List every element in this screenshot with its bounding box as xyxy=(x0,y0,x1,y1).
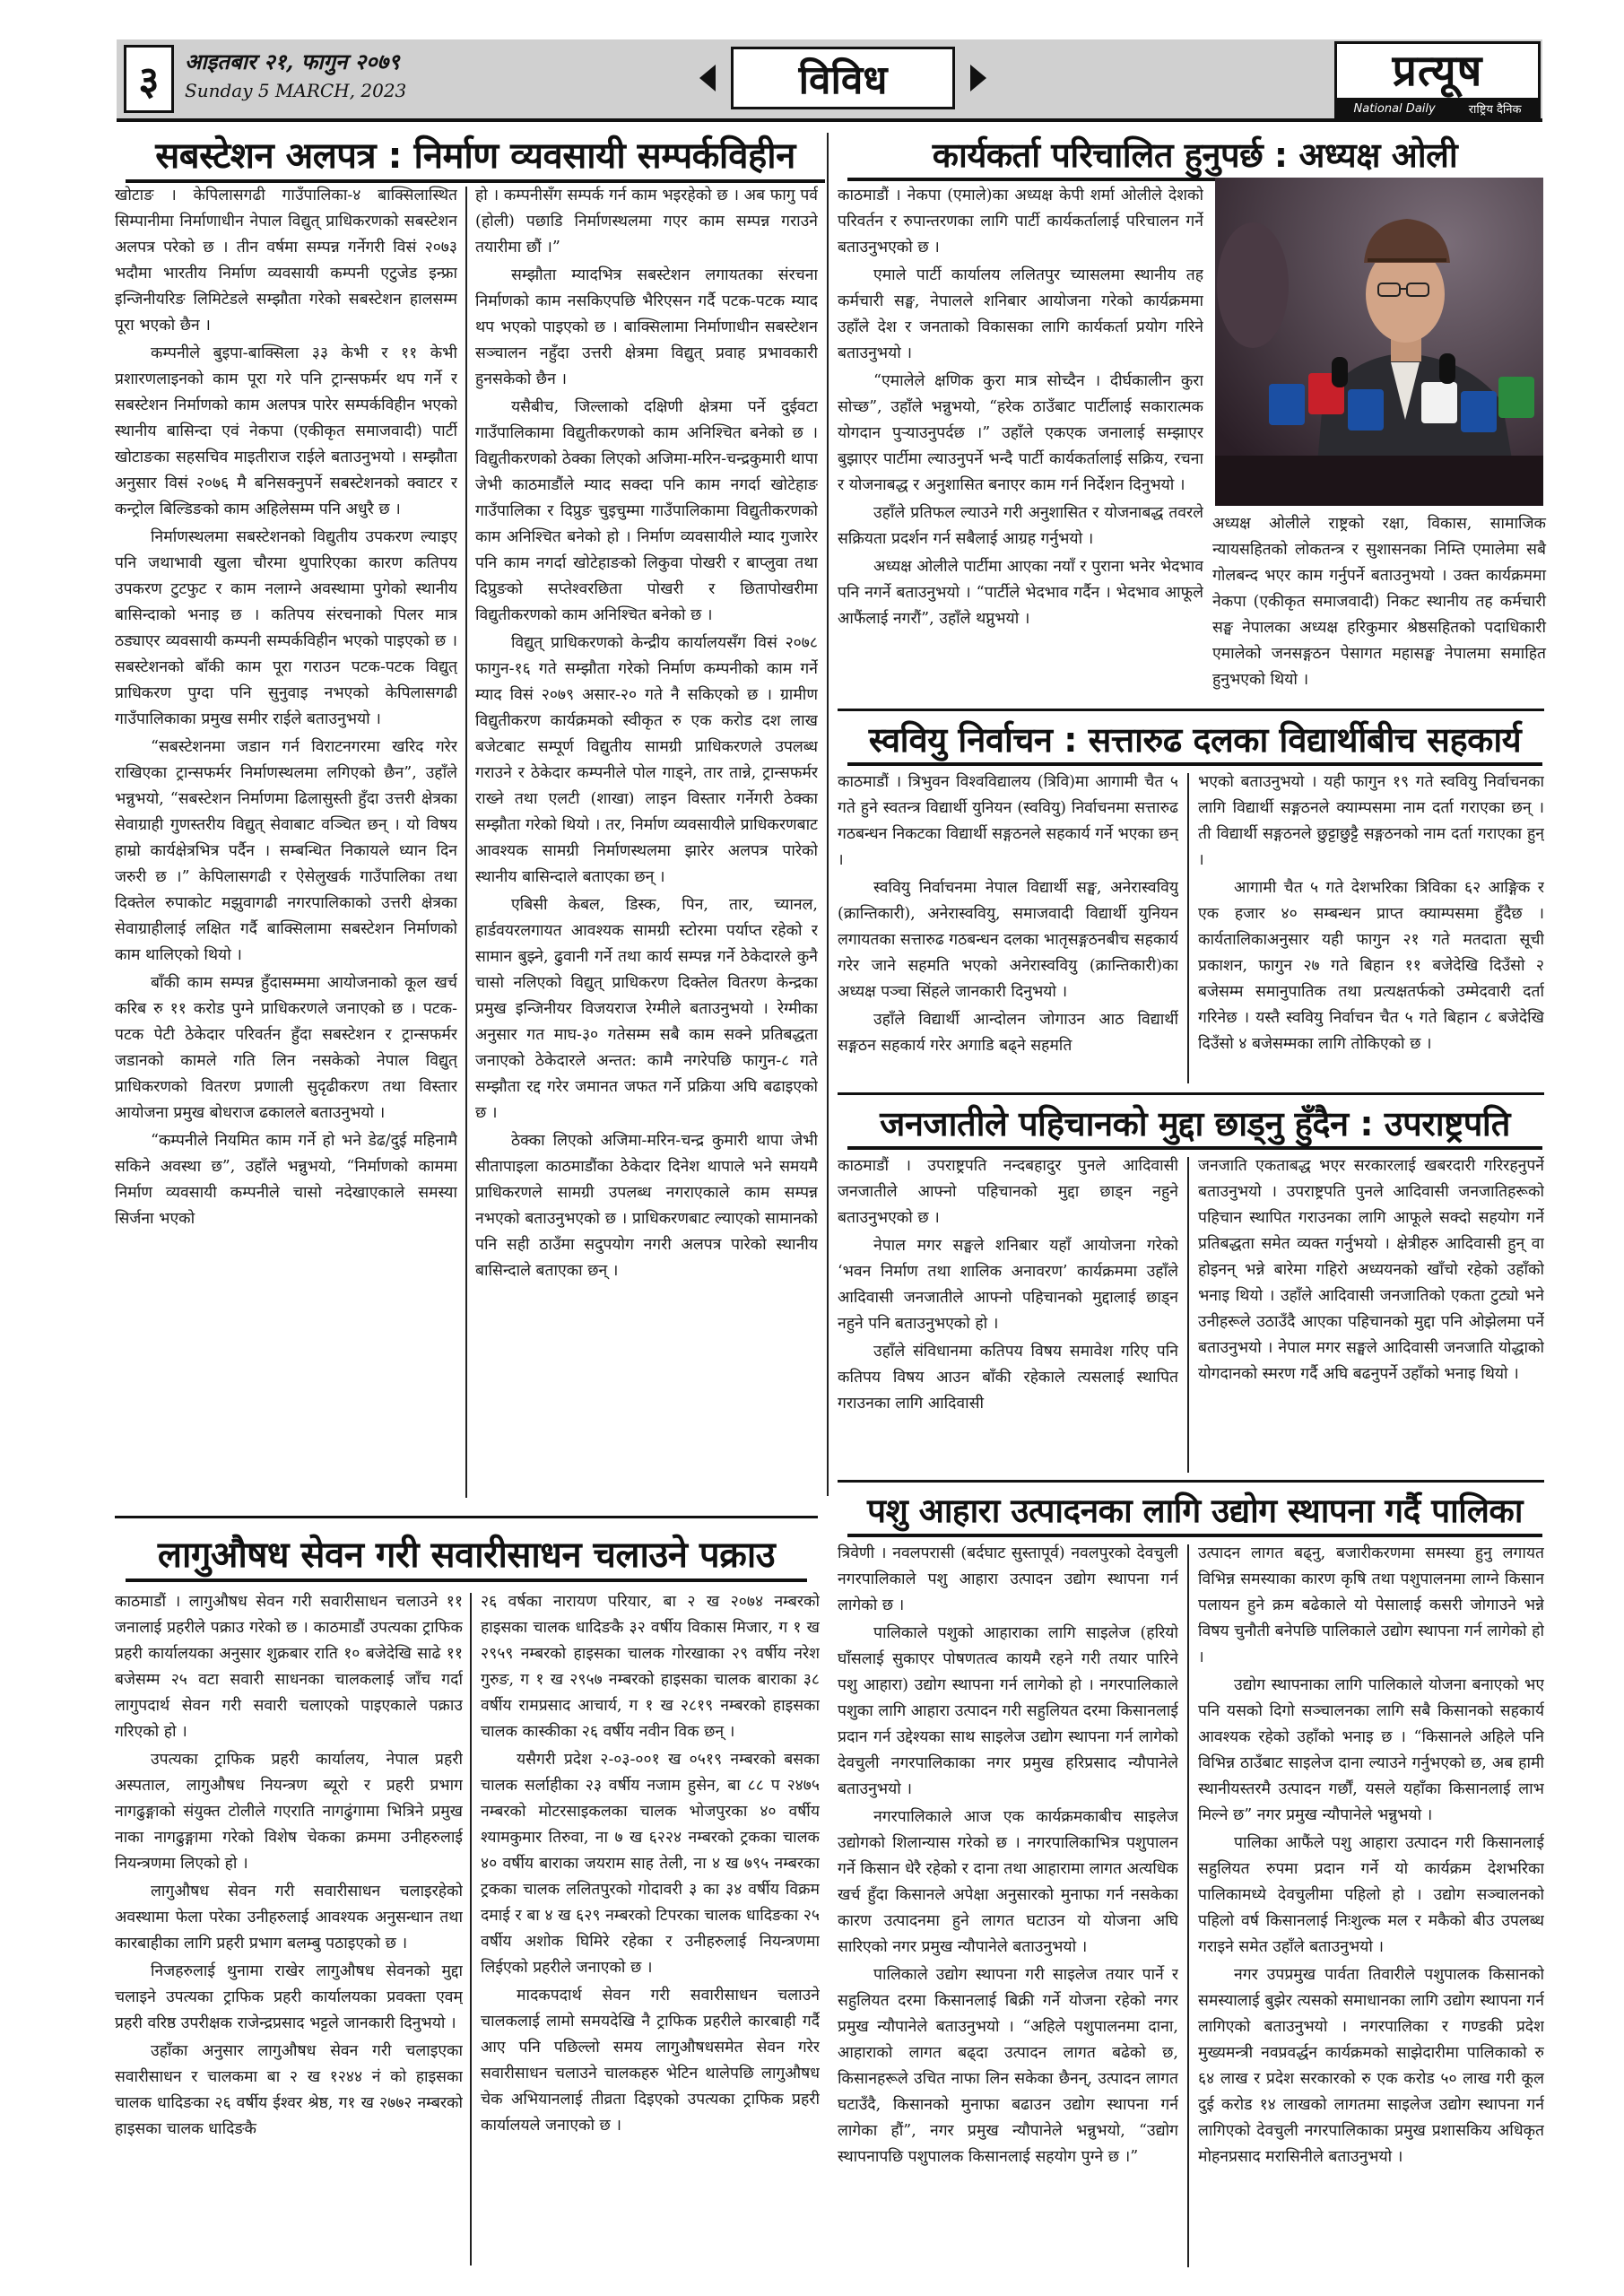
section-label xyxy=(699,47,986,109)
paragraph: पालिकाले पशुको आहाराका लागि साइलेज (हरियो घाँसलाई सुकाएर पोषणतत्व कायमै रहने गरी तयार पारिने पशु आहारा) उद्योग स्थापना गर्न लागेको हो । नगरपालिकाले पशुका लागि आहारा उत्पादन गरी सहुलियत दरमा किसानलाई प्रदान गर्न उद्देश्यका साथ साइलेज उद्योग स्थापना गर्न लागेको देवचुली नगरपालिकाका नगर प्रमुख हरिप्रसाद न्यौपानेले बताउनुभयो । xyxy=(838,1624,1178,1798)
date-english: Sunday 5 MARCH, 2023 xyxy=(185,80,407,101)
paragraph: यसैबीच, जिल्लाको दक्षिणी क्षेत्रमा पर्ने दुईवटा गाउँपालिकामा विद्युतीकरणको काम अनिश्चित बनेको छ । विद्युतीकरणको ठेक्का लिएको अजिमा-मरिन-चन्द्रकुमारी थापा जेभी काठमाडौंले म्याद सक्दा पनि काम नगर्दा खोटेहाङ गाउँपालिका र दिप्रुङ चुइचुम्मा गाउँपालिकामा विद्युतीकरणको काम अनिश्चित बनेको हो । निर्माण व्यवसायीले म्याद गुजारेर पनि काम नगर्दा खोटेहाङको लिकुवा पोखरी र बाप्लुवा तथा दिप्रुङको सप्तेश्वरछिता पोखरी र छितापोखरीमा विद्युतीकरणको काम अनिश्चित बनेको छ । xyxy=(475,398,818,624)
paragraph: पालिकाले उद्योग स्थापना गरी साइलेज तयार पार्ने र सहुलियत दरमा किसानलाई बिक्री गर्ने योजना रहेको नगर प्रमुख न्यौपानेले बताउनुभयो । “अहिले पशुपालनमा दाना, आहाराको लागत बढ्दा उत्पादन लागत बढेको छ, किसानहरूले उचित नाफा लिन सकेका छैनन्, उत्पादन लागत घटाउँदै, किसानको मुनाफा बढाउन उद्योग स्थापना गर्न लागेका हौं”, नगर प्रमुख न्यौपानेले भन्नुभयो, “उद्योग स्थापनापछि पशुपालक किसानलाई सहयोग पुग्ने छ ।” xyxy=(838,1966,1178,2166)
paragraph: “कम्पनीले नियमित काम गर्ने हो भने डेढ/दुई महिनामै सकिने अवस्था छ”, उहाँले भन्नुभयो, “निर्माणको काममा निर्माण व्यवसायी कम्पनीले चासो नदेखाएकाले समस्या सिर्जना भएको xyxy=(115,1132,457,1228)
section-divider xyxy=(838,1092,1544,1095)
paragraph: खोटाङ । केपिलासगढी गाउँपालिका-४ बाक्सिलास्थित सिम्पानीमा निर्माणाधीन नेपाल विद्युत् प्राधिकरणको सबस्टेशन अलपत्र परेको छ । तीन वर्षमा सम्पन्न गर्नेगरी विसं २०७३ भदौमा भारतीय निर्माण व्यवसायी कम्पनी एटुजेड इन्फ्रा इन्जिनीयरिङ लिमिटेडले सम्झौता गरेको सबस्टेशन हालसम्म पूरा भएको छैन । xyxy=(115,187,457,335)
article-university-col1 xyxy=(838,770,1178,1087)
photo-illustration xyxy=(1215,178,1543,506)
photo-caption: अध्यक्ष ओलीले राष्ट्रको रक्षा, विकास, सामाजिक न्यायसहितको लोकतन्त्र र सुशासनका निम्ति एमालेमा सबै गोलबन्द भएर काम गर्नुपर्ने बताउनुभयो । उक्त कार्यक्रममा नेकपा (एकीकृत समाजवादी) निकट स्थानीय तह कर्मचारी सङ्घ नेपालका अध्यक्ष हरिकुमार श्रेष्ठसहितको पदाधिकारी एमालेको जनसङ्गठन पेसागत महासङ्घ नेपालमा समाहित हुनुभएको थियो । xyxy=(1212,515,1546,689)
paragraph: “सबस्टेशनमा जडान गर्न विराटनगरमा खरिद गरेर राखिएका ट्रान्सफर्मर निर्माणस्थलमा लगिएको छैन”, उहाँले भन्नुभयो, “सबस्टेशन निर्माणमा ढिलासुस्ती हुँदा उत्तरी क्षेत्रका सेवाग्राही गुणस्तरीय विद्युत् सेवाबाट वञ्चित छन् । यो विषय हाम्रो कार्यक्षेत्रभित्र पर्दैन । सम्बन्धित निकायले ध्यान दिन जरुरी छ ।” केपिलासगढी र ऐसेलुखर्क गाउँपालिका तथा दिक्तेल रुपाकोट मझुवागढी नगरपालिकाको उत्तरी क्षेत्रका सेवाग्राहीलाई लक्षित गर्दै बाक्सिलामा सबस्टेशन निर्माणको काम थालिएको थियो । xyxy=(115,738,457,964)
paragraph: पालिका आफैंले पशु आहारा उत्पादन गरी किसानलाई सहुलियत रुपमा प्रदान गर्ने यो कार्यक्रम देशभरिका पालिकामध्ये देवचुलीमा पहिलो हो । उद्योग सञ्चालनको पहिलो वर्ष किसानलाई निःशुल्क मल र मकैको बीउ उपलब्ध गराइने समेत उहाँले बताउनुभयो । xyxy=(1198,1834,1544,1956)
paragraph: नेपाल मगर सङ्घले शनिबार यहाँ आयोजना गरेको ‘भवन निर्माण तथा शालिक अनावरण’ कार्यक्रममा उहाँले आदिवासी जनजातीले आफ्नो पहिचानको मुद्दालाई छाड्न नहुने पनि बताउनुभएको हो । xyxy=(838,1237,1178,1333)
article-drugs-col2 xyxy=(481,1589,820,2271)
page-divider xyxy=(827,133,829,1496)
paragraph: उहाँले प्रतिफल ल्याउने गरी अनुशासित र योजनाबद्ध तवरले सक्रियता प्रदर्शन गर्न सबैलाई आग्रह गर्नुभयो । xyxy=(838,504,1203,548)
paragraph: नगर उपप्रमुख पार्वता तिवारीले पशुपालक किसानको समस्यालाई बुझेर त्यसको समाधानका लागि उद्योग स्थापना गर्न लागिएको बताउनुभयो । नगरपालिका र गण्डकी प्रदेश मुख्यमन्त्री नवप्रवर्द्धन कार्यक्रमको साझेदारीमा पालिकाको रु ६४ लाख र प्रदेश सरकारको रु एक करोड ५० लाख गरी कूल दुई करोड १४ लाखको लागतमा साइलेज उद्योग स्थापना गर्न लागिएको देवचुली नगरपालिकाका प्रमुख प्रशासकिय अधिकृत मोहनप्रसाद मरासिनीले बताउनुभयो । xyxy=(1198,1966,1544,2166)
column-divider xyxy=(470,1593,472,2266)
article-drugs-col1 xyxy=(115,1589,463,2271)
paragraph: निर्माणस्थलमा सबस्टेशनको विद्युतीय उपकरण ल्याइए पनि जथाभावी खुला चौरमा थुपारिएका कारण कतिपय उपकरण टुटफुट र काम नलाग्ने अवस्थामा पुगेको स्थानीय बासिन्दाको भनाइ छ । कतिपय संरचनाको पिलर मात्र ठड्याएर व्यवसायी कम्पनी सम्पर्कविहीन भएको पाइएको छ । सबस्टेशनको बाँकी काम पूरा गराउन पटक-पटक विद्युत् प्राधिकरण पुग्दा पनि सुनुवाइ नभएको केपिलासगढी गाउँपालिकाका प्रमुख समीर राईले बताउनुभयो । xyxy=(115,528,457,728)
paragraph: कम्पनीले बुइपा-बाक्सिला ३३ केभी र ११ केभी प्रशारणलाइनको काम पूरा गरे पनि ट्रान्सफर्मर थप गर्ने र सबस्टेशन निर्माणको काम अलपत्र पारेर सम्पर्कविहीन भएको स्थानीय बासिन्दा एवं नेकपा (एकीकृत समाजवादी) पार्टी खोटाङका सहसचिव माइतीराज राईले बताउनुभयो । सम्झौता अनुसार विसं २०७६ मै बनिसक्नुपर्ने सबस्टेशनको क्वाटर र कन्ट्रोल बिल्डिङको काम अहिलेसम्म पनि अधुरै छ । xyxy=(115,344,457,518)
date-nepali: आइतबार २१, फागुन २०७९ xyxy=(185,48,400,74)
article-substation-col1 xyxy=(115,183,457,1501)
paragraph: हो । कम्पनीसँग सम्पर्क गर्न काम भइरहेको छ । अब फागु पर्व (होली) पछाडि निर्माणस्थलमा गएर काम सम्पन्न गराउने तयारीमा छौं ।” xyxy=(475,187,818,257)
article-pashu-col2 xyxy=(1198,1541,1544,2273)
section-divider xyxy=(838,709,1544,711)
headline-oli: कार्यकर्ता परिचालित हुनुपर्छ : अध्यक्ष ओली xyxy=(847,133,1542,181)
paragraph: ठेक्का लिएको अजिमा-मरिन-चन्द्र कुमारी थापा जेभी सीतापाइला काठमाडौंका ठेकेदार दिनेश थापाले भने समयमै प्राधिकरणले सामग्री उपलब्ध नगराएकाले काम सम्पन्न नभएको बताउनुभएको छ । प्राधिकरणबाट ल्याएको सामानको पनि सही ठाउँमा सदुपयोग नगरी अलपत्र पारेको स्थानीय बासिन्दाले बताएका छन् । xyxy=(475,1132,818,1280)
triangle-right-icon xyxy=(970,65,986,91)
paragraph: उहाँले विद्यार्थी आन्दोलन जोगाउन आठ विद्यार्थी सङ्गठन सहकार्य गरेर अगाडि बढ्ने सहमति xyxy=(838,1011,1178,1055)
paragraph: मादकपदार्थ सेवन गरी सवारीसाधन चलाउने चालकलाई लामो समयदेखि नै ट्राफिक प्रहरीले कारबाही गर्दै आए पनि पछिल्लो समय लागुऔषधसमेत सेवन गरेर सवारीसाधन चलाउने चालकहरु भेटिन थालेपछि लागुऔषध चेक अभियानलाई तीव्रता दिइएको उपत्यका ट्राफिक प्रहरी कार्यालयले जनाएको छ । xyxy=(481,1987,820,2135)
logo-tagline-bar xyxy=(1337,98,1538,119)
paragraph: नगरपालिकाले आज एक कार्यक्रमकाबीच साइलेज उद्योगको शिलान्यास गरेको छ । नगरपालिकाभित्र पशुपालन गर्ने किसान धेरै रहेको र दाना तथा आहारामा लागत अत्यधिक खर्च हुँदा किसानले अपेक्षा अनुसारको मुनाफा गर्न नसकेका कारण उत्पादनमा हुने लागत घटाउन यो योजना अघि सारिएको नगर प्रमुख न्यौपानेले बताउनुभयो । xyxy=(838,1808,1178,1956)
section-divider xyxy=(838,1480,1544,1483)
headline-drugs: लागुऔषध सेवन गरी सवारीसाधन चलाउने पक्राउ xyxy=(126,1532,807,1582)
paragraph: काठमाडौं । नेकपा (एमाले)का अध्यक्ष केपी शर्मा ओलीले देशको परिवर्तन र रुपान्तरणका लागि पार्टी कार्यकर्तालाई परिचालन गर्ने बताउनुभएको छ । xyxy=(838,187,1203,257)
date-block xyxy=(185,47,561,104)
paragraph: एमाले पार्टी कार्यालय ललितपुर च्यासलमा स्थानीय तह कर्मचारी सङ्घ, नेपालले शनिबार आयोजना गरेको कार्यक्रममा उहाँले देश र जनताको विकासका लागि कार्यकर्ता प्रयोग गरिने बताउनुभयो । xyxy=(838,266,1203,362)
paragraph: काठमाडौं । लागुऔषध सेवन गरी सवारीसाधन चलाउने ११ जनालाई प्रहरीले पक्राउ गरेको छ । काठमाडौं उपत्यका ट्राफिक प्रहरी कार्यालयका अनुसार शुक्रबार राति १० बजेदेखि साढे ११ बजेसम्म २५ वटा सवारी साधनका चालकलाई जाँच गर्दा लागुपदार्थ सेवन गरी सवारी चलाएको पाइएकाले पक्राउ गरिएको हो । xyxy=(115,1593,463,1741)
article-janajati-col1 xyxy=(838,1153,1178,1476)
paragraph: विद्युत् प्राधिकरणको केन्द्रीय कार्यालयसँग विसं २०७८ फागुन-१६ गते सम्झौता गरेको निर्माण कम्पनीको काम गर्ने म्याद विसं २०७९ असार-२० गते नै सकिएको छ । ग्रामीण विद्युतीकरण कार्यक्रमको स्वीकृत रु एक करोड दश लाख बजेटबाट सम्पूर्ण विद्युतीय सामग्री प्राधिकरणले उपलब्ध गराउने र ठेकेदार कम्पनीले पोल गाड्ने, तार तान्ने, ट्रान्सफर्मर राख्ने तथा एलटी (शाखा) लाइन विस्तार गर्नेगरी ठेक्का सम्झौता गरेको थियो । तर, निर्माण व्यवसायीले प्राधिकरणबाट आवश्यक सामग्री निर्माणस्थलमा झारेर अलपत्र पारेको स्थानीय बासिन्दाले बताएका छन् । xyxy=(475,634,818,886)
section-divider xyxy=(115,1516,818,1518)
column-divider xyxy=(1187,1544,1189,2267)
paragraph: स्ववियु निर्वाचनमा नेपाल विद्यार्थी सङ्घ, अनेरास्ववियु (क्रान्तिकारी), अनेरास्ववियु, समाजवादी विद्यार्थी युनियन लगायतका सत्तारुढ गठबन्धन दलका भातृसङ्गठनबीच सहकार्य गरेर जाने सहमति भएको अनेरास्ववियु (क्रान्तिकारी)का अध्यक्ष पञ्चा सिंहले जानकारी दिनुभयो । xyxy=(838,879,1178,1001)
paragraph: आगामी चैत ५ गते देशभरिका त्रिविका ६२ आङ्गिक र एक हजार ४० सम्बन्धन प्राप्त क्याम्पसमा हुँदैछ । कार्यतालिकाअनुसार यही फागुन २१ गते मतदाता सूची प्रकाशन, फागुन २७ गते बिहान ११ बजेदेखि दिउँसो २ बजेसम्म समानुपातिक तथा प्रत्यक्षतर्फको उम्मेदवारी दर्ता गरिनेछ । यस्तै स्ववियु निर्वाचन चैत ५ गते बिहान ८ बजेदेखि दिउँसो ४ बजेसम्मका लागि तोकिएको छ । xyxy=(1198,879,1544,1053)
article-janajati-col2 xyxy=(1198,1153,1544,1476)
paragraph: उपत्यका ट्राफिक प्रहरी कार्यालय, नेपाल प्रहरी अस्पताल, लागुऔषध नियन्त्रण ब्यूरो र प्रहरी प्रभाग नागढुङ्गाको संयुक्त टोलीले गएराति नागढुंगामा भित्रिने प्रमुख नाका नागढुङ्गामा गरेको विशेष चेकका क्रममा उनीहरुलाई नियन्त्रणमा लिएको हो । xyxy=(115,1751,463,1873)
triangle-left-icon xyxy=(699,65,716,91)
paragraph: लागुऔषध सेवन गरी सवारीसाधन चलाइरहेको अवस्थामा फेला परेका उनीहरुलाई आवश्यक अनुसन्धान तथा कारबाहीका लागि प्रहरी प्रभाग बलम्बु पठाइएको छ । xyxy=(115,1883,463,1952)
logo-tag-nepali: राष्ट्रिय दैनिक xyxy=(1468,103,1522,117)
paragraph: काठमाडौं । त्रिभुवन विश्वविद्यालय (त्रिवि)मा आगामी चैत ५ गते हुने स्वतन्त्र विद्यार्थी युनियन (स्ववियु) निर्वाचनमा सत्तारुढ गठबन्धन निकटका विद्यार्थी सङ्गठनले सहकार्य गर्ने भएका छन् । xyxy=(838,773,1178,869)
logo-tag-english: National Daily xyxy=(1353,101,1436,116)
paragraph: सम्झौता म्यादभित्र सबस्टेशन लगायतका संरचना निर्माणको काम नसकिएपछि भैरिएसन गर्दै पटक-पटक म्याद थप भएको पाइएको छ । बाक्सिलामा निर्माणाधीन सबस्टेशन सञ्चालन नहुँदा उत्तरी क्षेत्रमा विद्युत् प्रवाह प्रभावकारी हुनसकेको छैन । xyxy=(475,266,818,388)
paragraph: एबिसी केबल, डिस्क, पिन, तार, च्यानल, हार्डवयरलगायत आवश्यक सामग्री स्टोरमा पर्याप्त रहेको र सामान बुझ्ने, ढुवानी गर्ने तथा कार्य सम्पन्न गर्ने ठेकेदारले कुनै चासो नलिएको विद्युत् प्राधिकरण दिक्तेल वितरण केन्द्रका प्रमुख इन्जिनीयर विजयराज रेग्मीले बताउनुभयो । रेग्मीका अनुसार गत माघ-३० गतेसम्म सबै काम सक्ने प्रतिबद्धता जनाएको ठेकेदारले अन्तत: कामै नगरेपछि फागुन-८ गते सम्झौता रद्द गरेर जमानत जफत गर्ने प्रक्रिया अघि बढाइएको छ । xyxy=(475,896,818,1122)
headline-pashu: पशु आहारा उत्पादनका लागि उद्योग स्थापना गर्दै पालिका xyxy=(847,1489,1542,1537)
paragraph: उद्योग स्थापनाका लागि पालिकाले योजना बनाएको भए पनि यसको दिगो सञ्चालनका लागि सबै किसानको सहकार्य आवश्यक रहेको उहाँको भनाइ छ । “किसानले अहिले पनि विभिन्न ठाउँबाट साइलेज दाना ल्याउने गर्नुभएको छ, अब हामी स्थानीयस्तरमै उत्पादन गर्छौं, यसले यहाँका किसानलाई लाभ मिल्ने छ” नगर प्रमुख न्यौपानेले भन्नुभयो । xyxy=(1198,1676,1544,1824)
logo-title: प्रत्यूष xyxy=(1392,46,1483,96)
paragraph: बाँकी काम सम्पन्न हुँदासम्ममा आयोजनाको कूल खर्च करिब रु ११ करोड पुग्ने प्राधिकरणले जनाएको छ । पटक-पटक पेटी ठेकेदार परिवर्तन हुँदा सबस्टेशन र ट्रान्सफर्मर जडानको कामले गति लिन नसकेको नेपाल विद्युत् प्राधिकरणको वितरण प्रणाली सुदृढीकरण तथा विस्तार आयोजना प्रमुख बोधराज ढकालले बताउनुभयो । xyxy=(115,974,457,1122)
paragraph: २६ वर्षका नारायण परियार, बा २ ख २०७४ नम्बरको हाइसका चालक धादिङकै ३२ वर्षीय विकास मिजार, ग १ ख २९५९ नम्बरको हाइसका चालक गोरखाका २९ वर्षीय नरेश गुरुङ, ग १ ख २९५७ नम्बरको हाइसका चालक बाराका ३८ वर्षीय रामप्रसाद आचार्य, ग १ ख २८१९ नम्बरको हाइसका चालक कास्कीका २६ वर्षीय नवीन विक छन् । xyxy=(481,1593,820,1741)
column-divider xyxy=(1187,1157,1189,1473)
article-substation-col2 xyxy=(475,183,818,1501)
headline-substation: सबस्टेशन अलपत्र : निर्माण व्यवसायी सम्पर्कविहीन xyxy=(126,133,825,183)
column-divider xyxy=(1187,773,1189,1083)
article-pashu-col1 xyxy=(838,1541,1178,2273)
paragraph: निजहरुलाई थुनामा राखेर लागुऔषध सेवनको मुद्दा चलाइने उपत्यका ट्राफिक प्रहरी कार्यालयका प्रवक्ता एवम् प्रहरी वरिष्ठ उपरीक्षक राजेन्द्रप्रसाद भट्टले जानकारी दिनुभयो । xyxy=(115,1962,463,2032)
newspaper-logo xyxy=(1334,41,1541,122)
paragraph: उत्पादन लागत बढ्नु, बजारीकरणमा समस्या हुनु लगायत विभिन्न समस्याका कारण कृषि तथा पशुपालनमा लाग्ने किसान पलायन हुने क्रम बढेकाले यो पेसालाई कसरी जोगाउने भन्ने विषय चुनौती बनेपछि पालिकाले उद्योग स्थापना गर्न लागेको हो । xyxy=(1198,1544,1544,1666)
paragraph: उहाँले संविधानमा कतिपय विषय समावेश गरिए पनि कतिपय विषय आउन बाँकी रहेकाले त्यसलाई स्थापित गराउनका लागि आदिवासी xyxy=(838,1343,1178,1413)
headline-janajati: जनजातीले पहिचानको मुद्दा छाड्नु हुँदैन : उपराष्ट्रपति xyxy=(847,1101,1542,1150)
paragraph: भएको बताउनुभयो । यही फागुन १९ गते स्ववियु निर्वाचनका लागि विद्यार्थी सङ्गठनले क्याम्पसमा नाम दर्ता गराएका छन् । ती विद्यार्थी सङ्गठनले छुट्टाछुट्टै सङ्गठनको नाम दर्ता गराएका हुन् । xyxy=(1198,773,1544,869)
column-divider xyxy=(465,187,467,1498)
paragraph: काठमाडौं । उपराष्ट्रपति नन्दबहादुर पुनले आदिवासी जनजातीले आफ्नो पहिचानको मुद्दा छाड्न नहुने बताउनुभएको छ । xyxy=(838,1157,1178,1227)
page-number: ३ xyxy=(124,45,174,113)
paragraph: उहाँका अनुसार लागुऔषध सेवन गरी चलाइएका सवारीसाधन र चालकमा बा २ ख १२४४ नं को हाइसका चालक धादिङका २६ वर्षीय ईश्वर श्रेष्ठ, ग१ ख २७७२ नम्बरको हाइसका चालक धादिङकै xyxy=(115,2042,463,2138)
article-oli-col xyxy=(838,183,1203,712)
paragraph: “एमालेले क्षणिक कुरा मात्र सोच्दैन । दीर्घकालीन कुरा सोच्छ”, उहाँले भन्नुभयो, “हरेक ठाउँबाट पार्टीलाई सकारात्मक योगदान पुऱ्याउनुपर्दछ ।” उहाँले एकएक जनालाई सम्झाएर बुझाएर पार्टीमा ल्याउनुपर्ने भन्दै पार्टी कार्यकर्तालाई सक्रिय, रचना र योजनाबद्ध र अनुशासित बनाएर काम गर्न निर्देशन दिनुभयो । xyxy=(838,372,1203,494)
section-title: विविध xyxy=(731,47,955,109)
headline-university: स्ववियु निर्वाचन : सत्तारुढ दलका विद्यार्थीबीच सहकार्य xyxy=(847,718,1542,766)
article-university-col2 xyxy=(1198,770,1544,1087)
paragraph: यसैगरी प्रदेश २-०३-००१ ख ०५१९ नम्बरको बसका चालक सर्लाहीका २३ वर्षीय नजाम हुसेन, बा ८८ प २४७५ नम्बरको मोटरसाइकलका चालक भोजपुरका ४० वर्षीय श्यामकुमार तिरुवा, ना ७ ख ६२२४ नम्बरको ट्रकका चालक ४० वर्षीय बाराका जयराम साह तेली, ना ४ ख ७९५ नम्बरका ट्रकका चालक ललितपुरको गोदावरी ३ का ३४ वर्षीय विक्रम दमाई र बा ४ ख ६२९ नम्बरको टिपरका चालक धादिङका २५ वर्षीय अशोक घिमिरे रहेका र उनीहरुलाई नियन्त्रणमा लिईएको प्रहरीले जनाएको छ । xyxy=(481,1751,820,1977)
paragraph: अध्यक्ष ओलीले पार्टीमा आएका नयाँ र पुराना भनेर भेदभाव पनि नगर्ने बताउनुभयो । “पार्टीले भेदभाव गर्दैन । भेदभाव आफूले आफैंलाई नगरौं”, उहाँले थप्नुभयो । xyxy=(838,558,1203,628)
paragraph: जनजाति एकताबद्ध भएर सरकारलाई खबरदारी गरिरहनुपर्ने बताउनुभयो । उपराष्ट्रपति पुनले आदिवासी जनजातिहरूको पहिचान स्थापित गराउनका लागि आफूले सक्दो सहयोग गर्ने प्रतिबद्धता समेत व्यक्त गर्नुभयो । क्षेत्रीहरु आदिवासी हुन् वा होइनन् भन्ने बारेमा गहिरो अध्ययनको खाँचो रहेको उहाँको भनाइ थियो । उहाँले आदिवासी जनजातिको एकता टुट्यो भने उनीहरूले उठाउँदै आएका पहिचानको मुद्दा पनि ओझेलमा पर्ने बताउनुभयो । नेपाल मगर सङ्घले आदिवासी जनजाति योद्धाको योगदानको स्मरण गर्दै अघि बढनुपर्ने उहाँको भनाइ थियो । xyxy=(1198,1157,1544,1383)
paragraph: त्रिवेणी । नवलपरासी (बर्दघाट सुस्तापूर्व) नवलपुरको देवचुली नगरपालिकाले पशु आहारा उत्पादन उद्योग स्थापना गर्न लागेको छ । xyxy=(838,1544,1178,1614)
photo-oli-speaking xyxy=(1215,178,1543,506)
